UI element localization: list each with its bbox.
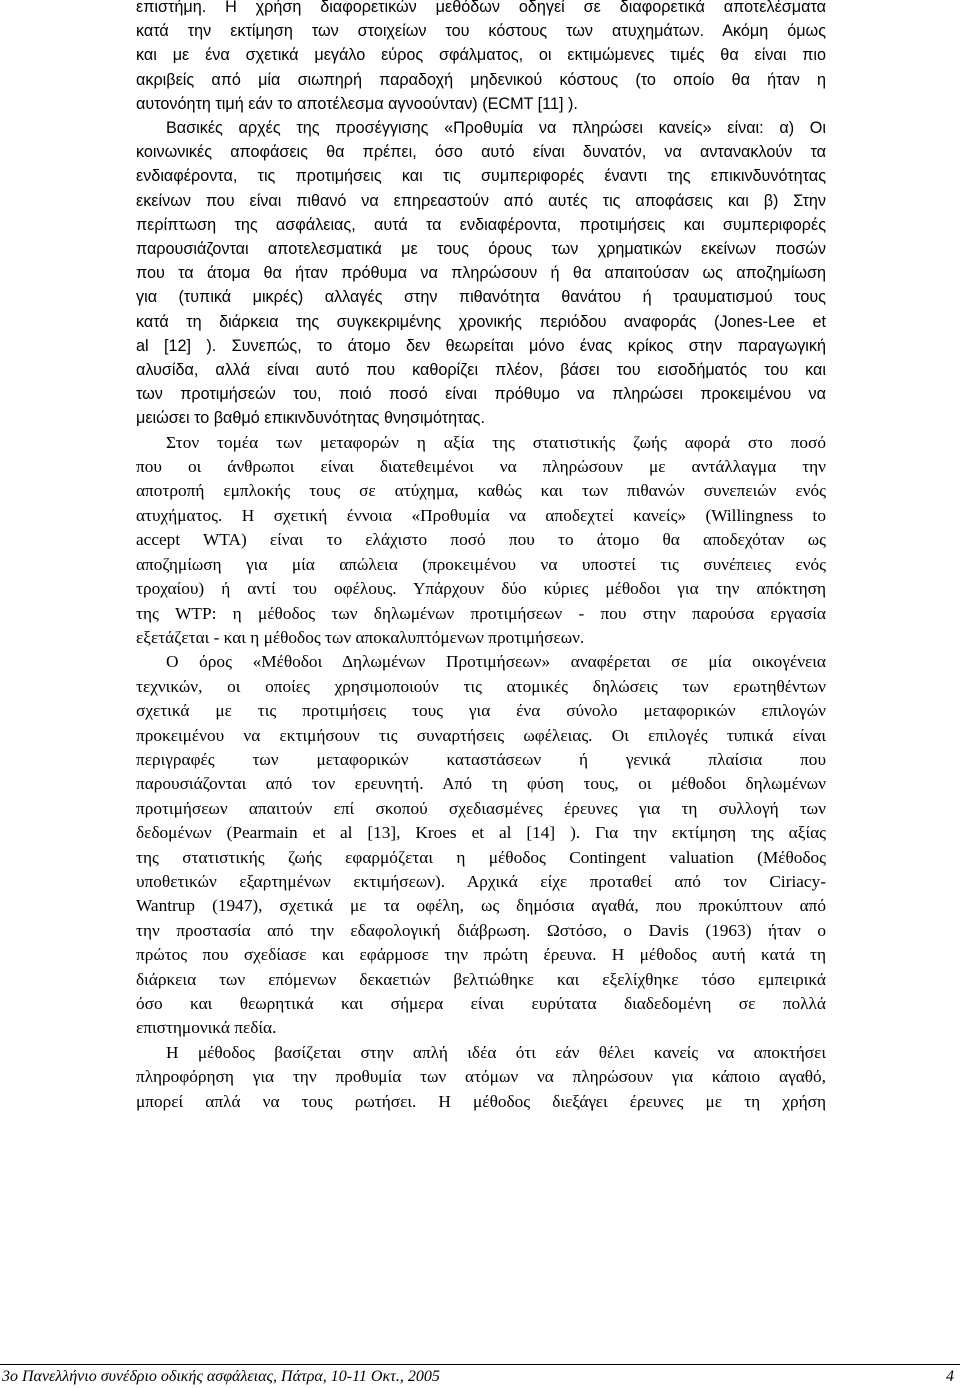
text-line: ατυχήματος. Η σχετική έννοια «Προθυμία να αποδεχτεί κανείς» (Willingness to	[136, 505, 826, 525]
text-line: εξετάζεται - και η μέθοδος των αποκαλυπτόμενων προτιμήσεων.	[136, 627, 585, 647]
text-line: υποθετικών εξαρτημένων εκτιμήσεων). Αρχικά είχε προταθεί από τον Ciriacy-	[136, 871, 826, 891]
text-line: ακριβείς από μία σιωπηρή παραδοχή μηδενικού κόστους (το οποίο θα ήταν η	[136, 70, 826, 89]
text-line: όσο και θεωρητικά και σήμερα είναι ευρύτατα διαδεδομένη σε πολλά	[136, 994, 826, 1013]
text-line: κατά τη διάρκεια της συγκεκριμένης χρονικής περιόδου αναφοράς (Jones-Lee et	[136, 312, 826, 331]
paragraph-stated-preferences	[136, 650, 826, 1041]
text-line: μπορεί απλά να τους ρωτήσει. Η μέθοδος διεξάγει έρευνες με τη χρήση	[136, 1091, 826, 1111]
text-line: αλυσίδα, αλλά είναι αυτό που καθορίζει πλέον, βάσει του εισοδήματός του και	[136, 361, 826, 380]
text-line: al [12] ). Συνεπώς, το άτομο δεν θεωρείται μόνο ένας κρίκος στην παραγωγική	[136, 336, 826, 355]
text-line: Wantrup (1947), σχετικά με τα οφέλη, ως δημόσια αγαθά, που προκύπτουν από	[136, 896, 826, 916]
text-line: επιστημονικά πεδία.	[136, 1018, 277, 1038]
text-line: αποζημίωση για μία απώλεια (προκειμένου να υποστεί τις συνέπειες ενός	[136, 554, 826, 574]
text-line: ενδιαφέροντα, τις προτιμήσεις και τις συμπεριφορές έναντι της επικινδυνότητας	[136, 167, 826, 186]
text-line: περίπτωση της ασφάλειας, αυτά τα ενδιαφέροντα, προτιμήσεις και συμπεριφορές	[136, 215, 826, 234]
text-line: αποτροπή εμπλοκής τους σε ατύχημα, καθώς και των πιθανών συνεπειών ενός	[136, 481, 826, 501]
document-body	[136, 0, 826, 1114]
footer-conference-title: 3ο Πανελλήνιο συνέδριο οδικής ασφάλειας, Πάτρα, 10-11 Οκτ., 2005	[2, 1368, 440, 1385]
text-line: πληροφόρηση για την προθυμία των ατόμων να πληρώσουν για κάποιο αγαθό,	[136, 1067, 826, 1087]
text-line: τροχαίου) ή αντί του οφέλους. Υπάρχουν δύο κύριες μέθοδοι για την απόκτηση	[136, 579, 826, 599]
text-line: την προστασία από την εδαφολογική διάβρωση. Ωστόσο, ο Davis (1963) ήταν ο	[136, 920, 826, 940]
text-line: επιστήμη. Η χρήση διαφορετικών μεθόδων οδηγεί σε διαφορετικά αποτελέσματα	[136, 0, 826, 16]
text-line: διάρκεια των επόμενων δεκαετιών βελτιώθηκε και εξελίχθηκε τόσο εμπειρικά	[136, 969, 826, 989]
text-line: προτιμήσεων απαιτούν επί σκοπού σχεδιασμένες έρευνες για τη συλλογή των	[136, 798, 826, 818]
text-line: κοινωνικές αποφάσεις θα πρέπει, όσο αυτό είναι δυνατόν, να αντανακλούν τα	[136, 143, 826, 162]
text-line: των προτιμήσεών του, ποιό ποσό είναι πρόθυμο να πληρώσει προκειμένου να	[136, 385, 826, 404]
page-footer	[0, 1364, 960, 1388]
text-line: της στατιστικής ζωής εφαρμόζεται η μέθοδος Contingent valuation (Μέθοδος	[136, 847, 826, 867]
text-line: Βασικές αρχές της προσέγγισης «Προθυμία να πληρώσει κανείς» είναι: α) Οι	[166, 119, 826, 138]
text-line: παρουσιάζονται αποτελεσματικά με τους όρους των χρηματικών εκείνων ποσών	[136, 240, 826, 259]
text-line: για (τυπικά μικρές) αλλαγές στην πιθανότητα θανάτου ή τραυματισμού τους	[136, 288, 826, 307]
paragraph-ecmt	[136, 0, 826, 116]
text-line: Η μέθοδος βασίζεται στην απλή ιδέα ότι εάν θέλει κανείς να αποκτήσει	[166, 1042, 826, 1062]
text-line: δεδομένων (Pearmain et al [13], Kroes et al [14] ). Για την εκτίμηση της αξίας	[136, 823, 826, 843]
text-line: μειώσει το βαθμό επικινδυνότητας θνησιμότητας.	[136, 409, 485, 428]
text-line: προκειμένου να εκτιμήσουν τις συναρτήσεις ωφέλειας. Οι επιλογές τυπικά είναι	[136, 725, 826, 745]
text-line: που οι άνθρωποι είναι διατεθειμένοι να πληρώσουν με αντάλλαγμα την	[136, 457, 826, 477]
paragraph-transport-value	[136, 431, 826, 651]
text-line: παρουσιάζονται από τον ερευνητή. Από τη φύση τους, οι μέθοδοι δηλωμένων	[136, 774, 826, 794]
text-line: εκείνων που είναι πιθανό να επηρεαστούν από αυτές τις αποφάσεις και β) Στην	[136, 191, 826, 210]
text-line: που τα άτομα θα ήταν πρόθυμα να πληρώσουν ή θα απαιτούσαν ως αποζημίωση	[136, 264, 826, 283]
text-line: τεχνικών, οι οποίες χρησιμοποιούν τις ατομικές δηλώσεις των ερωτηθέντων	[136, 676, 826, 696]
text-line: και με ένα σχετικά μεγάλο εύρος σφάλματος, οι εκτιμώμενες τιμές θα είναι πιο	[136, 46, 826, 65]
text-line: κατά την εκτίμηση των στοιχείων του κόστους των ατυχημάτων. Ακόμη όμως	[136, 22, 826, 41]
text-line: accept WTA) είναι το ελάχιστο ποσό που το άτομο θα αποδεχόταν ως	[136, 530, 826, 550]
paragraph-wtp-principles	[136, 116, 826, 431]
footer-divider	[0, 1364, 960, 1365]
text-line: Στον τομέα των μεταφορών η αξία της στατιστικής ζωής αφορά στο ποσό	[166, 432, 826, 452]
text-line: πρώτος που σχεδίασε και εφάρμοσε την πρώτη έρευνα. Η μέθοδος αυτή κατά τη	[136, 945, 826, 965]
text-line: αυτονόητη τιμή εάν το αποτέλεσμα αγνοούνταν) (ECMT [11] ).	[136, 94, 578, 113]
footer-page-number: 4	[946, 1368, 954, 1385]
text-line: περιγραφές των μεταφορικών καταστάσεων ή γενικά πλαίσια που	[136, 749, 826, 769]
text-line: σχετικά με τις προτιμήσεις τους για ένα σύνολο μεταφορικών επιλογών	[136, 701, 826, 721]
paragraph-method-basis	[136, 1041, 826, 1114]
text-line: Ο όρος «Μέθοδοι Δηλωμένων Προτιμήσεων» αναφέρεται σε μία οικογένεια	[166, 652, 826, 672]
text-line: της WTP: η μέθοδος των δηλωμένων προτιμήσεων - που στην παρούσα εργασία	[136, 603, 826, 623]
